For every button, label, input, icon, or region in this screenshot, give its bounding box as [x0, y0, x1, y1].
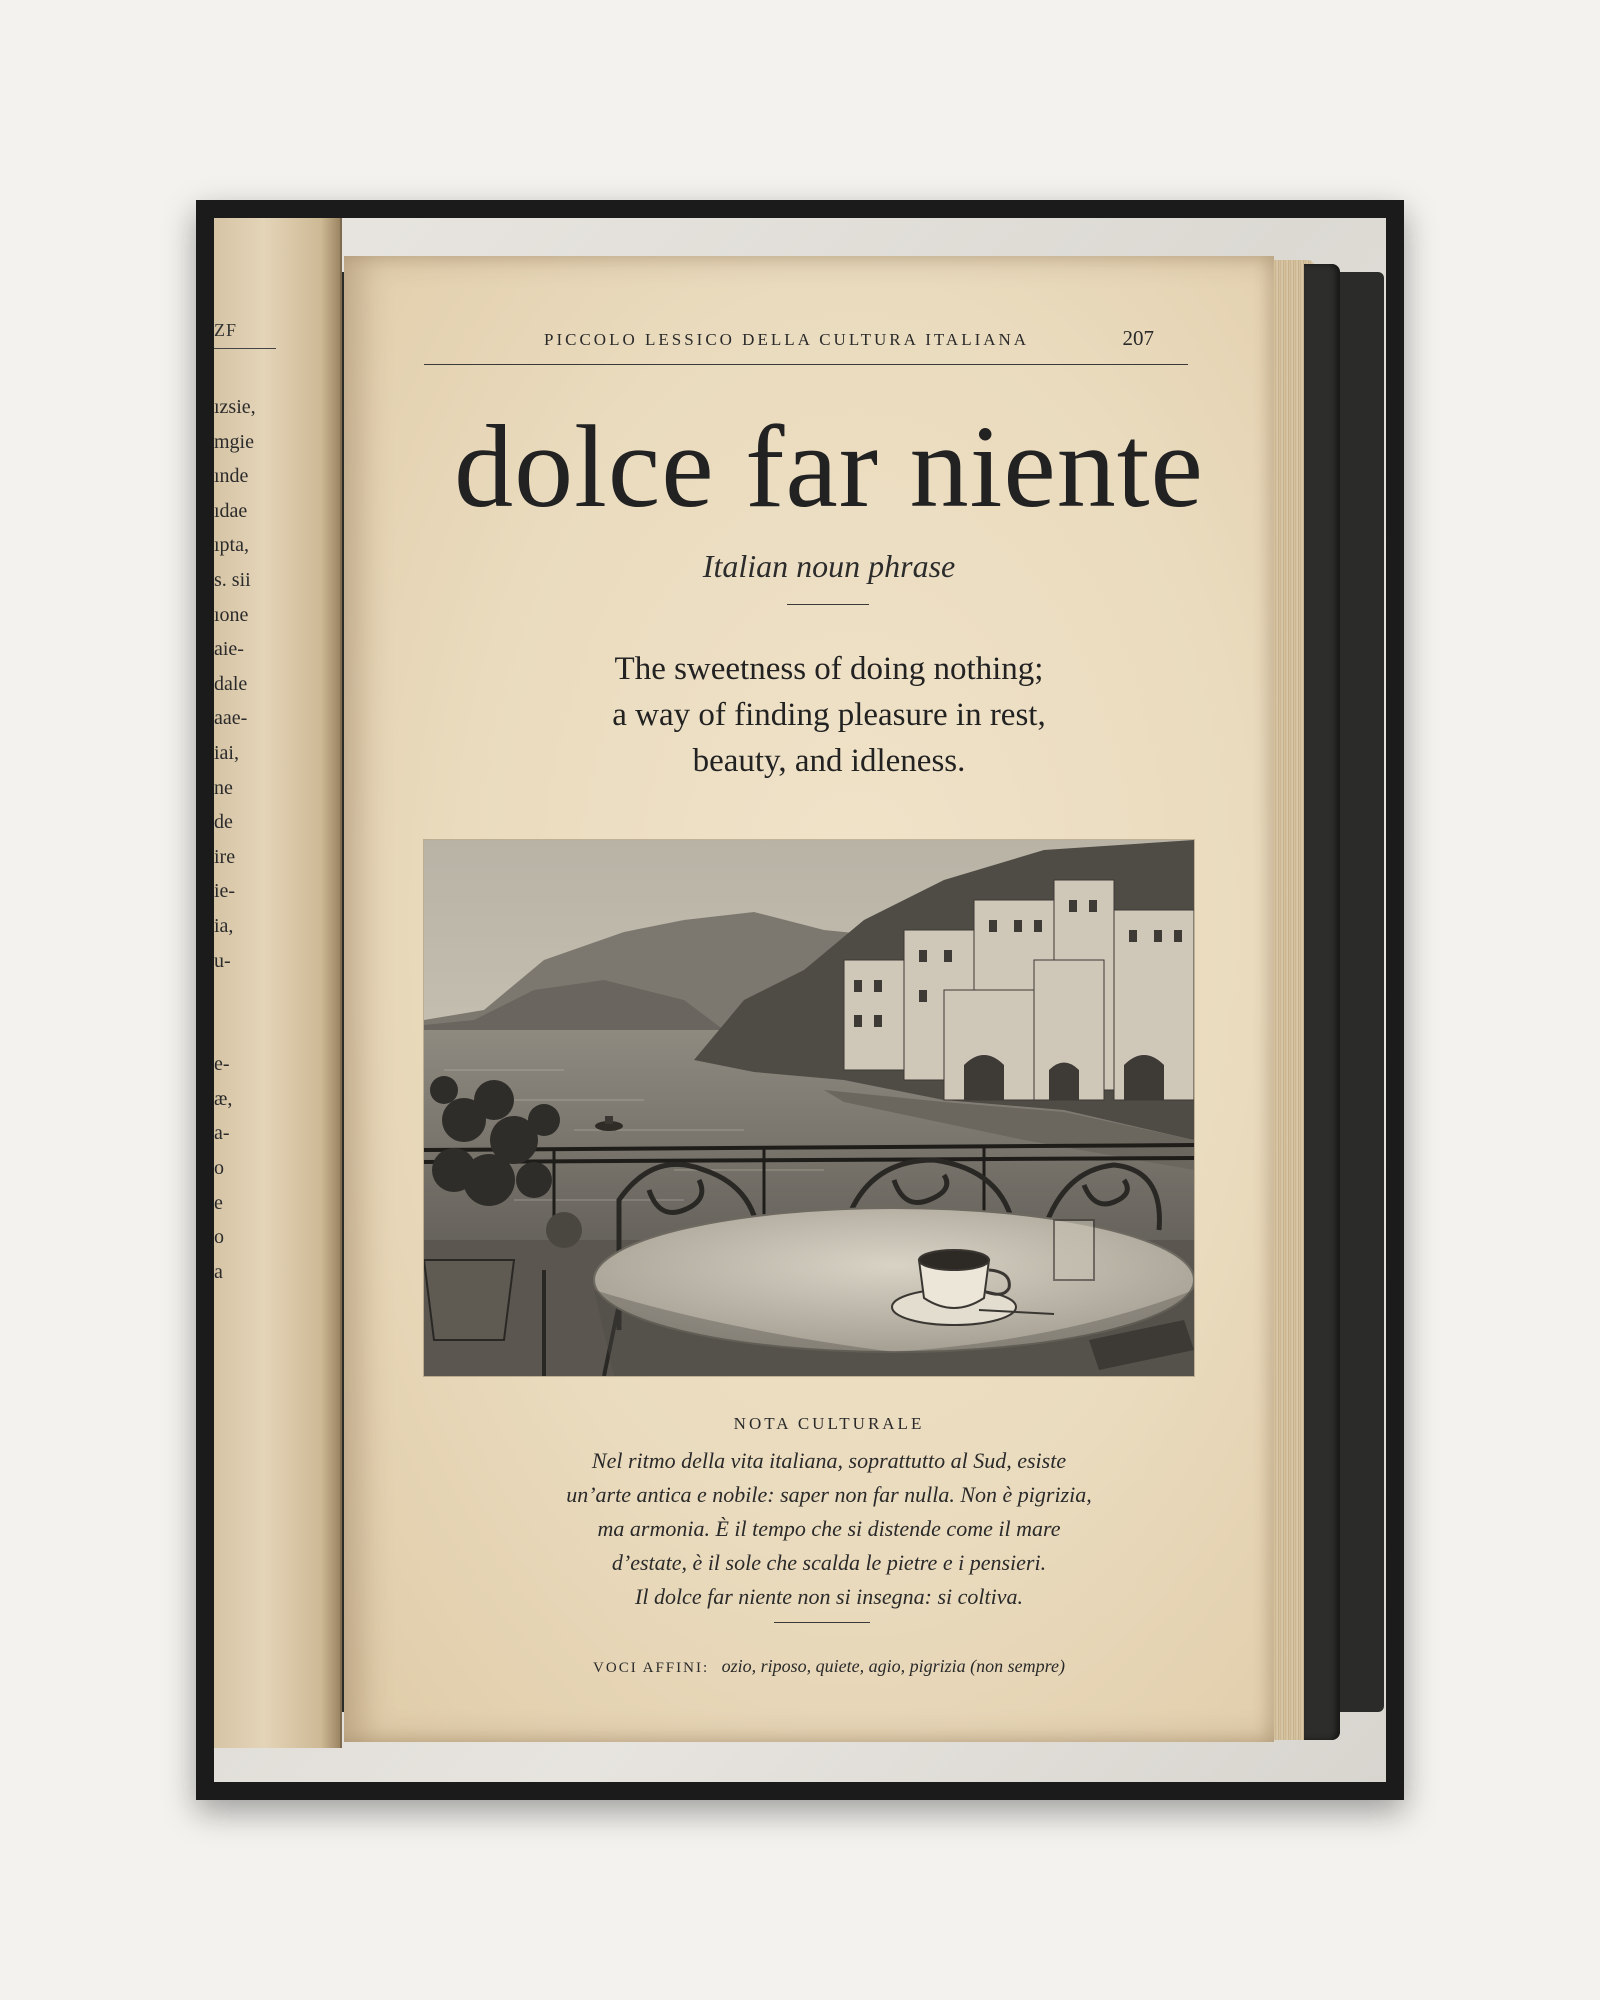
coastal-terrace-photo: [424, 840, 1194, 1376]
page-number: 207: [1122, 326, 1154, 350]
nota-line: Il dolce far niente non si insegna: si coltiva.: [635, 1584, 1023, 1609]
part-of-speech: Italian noun phrase: [702, 548, 956, 584]
left-text-line: ne: [214, 776, 233, 799]
left-text-line: ire: [214, 845, 236, 868]
divider-rule: [774, 1622, 870, 1623]
left-text-line: mgie: [214, 430, 254, 453]
entry-definition: [344, 646, 1274, 784]
left-page-rule: [214, 348, 276, 349]
nota-culturale-text: [344, 1444, 1274, 1614]
definition-line: a way of finding pleasure in rest,: [612, 697, 1046, 733]
voci-affini-label: VOCI AFFINI:: [593, 1660, 710, 1676]
left-text-line: ızsie,: [214, 396, 256, 418]
header-rule: [424, 364, 1188, 365]
nota-line: Nel ritmo della vita italiana, soprattutto al Sud, esiste: [591, 1448, 1067, 1473]
running-head-title: PICCOLO LESSICO DELLA CULTURA ITALIANA: [544, 330, 1030, 349]
left-text-line: ıpta,: [214, 534, 249, 557]
left-text-line: ınde: [214, 465, 249, 488]
voci-affini-list: ozio, riposo, quiete, agio, pigrizia (non sempre): [721, 1656, 1065, 1676]
left-text-line: aae-: [214, 707, 248, 730]
left-text-line: ie-: [214, 880, 236, 903]
left-text-line: s. sii: [214, 568, 251, 591]
nota-line: d’estate, è il sole che scalda le pietre e i pensieri.: [611, 1550, 1047, 1575]
nota-culturale-title: NOTA CULTURALE: [733, 1414, 925, 1433]
entry-headword: dolce far niente: [454, 401, 1204, 532]
picture-frame: [196, 200, 1404, 1800]
voci-affini: [344, 1656, 1274, 1677]
left-page-text: [214, 390, 274, 1289]
definition-line: beauty, and idleness.: [692, 743, 966, 779]
left-text-line: aie-: [214, 638, 244, 661]
left-text-line: e-: [214, 1053, 230, 1076]
left-text-line: o: [214, 1157, 224, 1180]
left-text-line: ia,: [214, 914, 234, 937]
left-page-header: ZF: [214, 320, 238, 340]
left-text-line: a-: [214, 1122, 230, 1145]
nota-line: ma armonia. È il tempo che si distende come il mare: [597, 1516, 1061, 1541]
left-text-line: de: [214, 811, 233, 834]
left-page: [214, 218, 342, 1748]
left-text-line: iai,: [214, 741, 239, 764]
nota-line: un’arte antica e nobile: saper non far nulla. Non è pigrizia,: [566, 1482, 1092, 1507]
left-text-line: dale: [214, 672, 248, 695]
book-spine-edge: [1304, 264, 1340, 1740]
right-page: [344, 256, 1274, 1742]
left-text-line: æ,: [214, 1087, 233, 1110]
running-head: [344, 326, 1274, 352]
left-text-line: [214, 978, 274, 1013]
left-text-line: u-: [214, 949, 231, 972]
left-text-line: ıone: [214, 603, 249, 626]
left-text-line: [214, 1013, 274, 1048]
left-text-line: a: [214, 1260, 223, 1283]
left-text-line: e: [214, 1191, 223, 1214]
left-text-line: o: [214, 1226, 224, 1249]
divider-rule: [787, 604, 869, 605]
frame-mat: [214, 218, 1386, 1782]
left-text-line: ıdae: [214, 499, 248, 522]
definition-line: The sweetness of doing nothing;: [614, 651, 1044, 687]
photo-illustration: [424, 840, 1194, 1376]
